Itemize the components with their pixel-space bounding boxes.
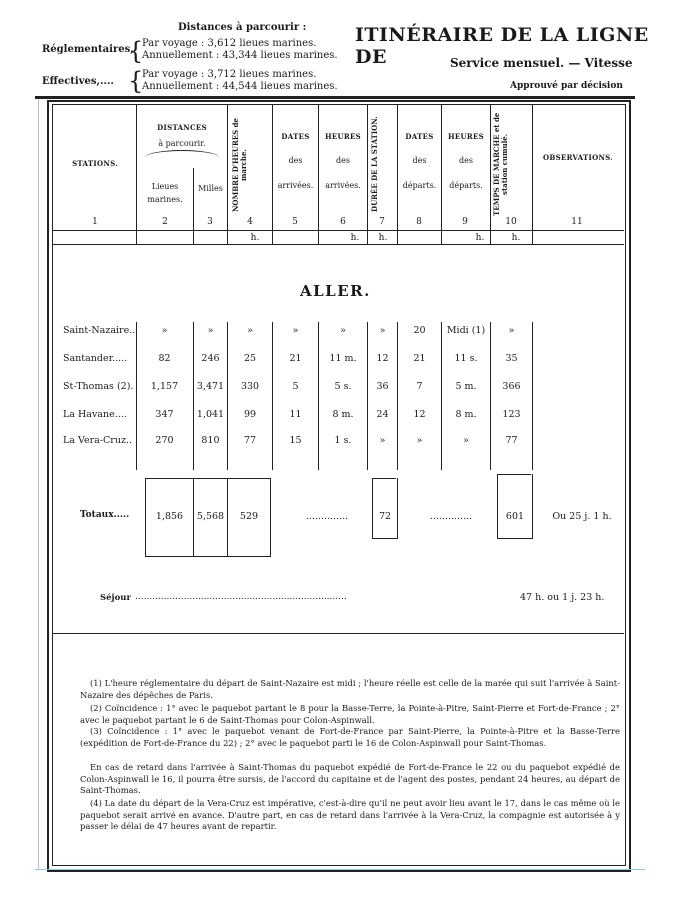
col-number-2: 2 xyxy=(162,217,168,227)
hdr-heures-dep-1: HEURES xyxy=(447,132,485,141)
hdr-heures-arr-3: arrivées. xyxy=(325,181,361,190)
hdr-dates-arr-1: DATES xyxy=(281,132,310,141)
col-number-8: 8 xyxy=(416,217,422,227)
row-duree: » xyxy=(379,325,386,336)
row-temps: 77 xyxy=(505,435,518,446)
unit-c6: h. xyxy=(350,233,360,243)
col-number-1: 1 xyxy=(92,217,98,227)
brace-1: { xyxy=(128,37,144,65)
reglementaires-label: Réglementaires, xyxy=(42,44,134,55)
footnote-1: (1) L'heure réglementaire du départ de Saint-Nazaire est midi ; l'heure réelle est celle de la marée qui suit l'arrivée à Saint-Nazaire des dépêches de Paris. xyxy=(80,678,620,700)
totals-line-a xyxy=(145,478,270,479)
col-number-11: 11 xyxy=(571,217,583,227)
body-divider-9 xyxy=(490,322,491,470)
hdr-heures-dep-3: départs. xyxy=(449,181,483,190)
row-heures: 77 xyxy=(243,435,257,446)
hdr-dates-arr-3: arrivées. xyxy=(277,181,314,190)
row-milles: 810 xyxy=(201,435,220,446)
hdr-observations: OBSERVATIONS. xyxy=(542,153,614,162)
effectives-label: Effectives,.... xyxy=(42,76,114,87)
row-lieues: 82 xyxy=(158,353,171,364)
row-heure-dep: » xyxy=(463,435,469,446)
hdr-nombre-heures: NOMBRE D'HEURES de marche. xyxy=(231,118,248,213)
unit-c4: h. xyxy=(250,233,260,243)
row-station: La Havane.... xyxy=(63,409,127,420)
body-divider-10 xyxy=(532,322,533,470)
col-number-7: 7 xyxy=(379,217,385,227)
notes-separator xyxy=(53,633,624,634)
col-number-3: 3 xyxy=(207,217,213,227)
row-milles: » xyxy=(207,325,214,336)
page-title: ITINÉRAIRE DE LA LIGNE DE xyxy=(355,24,649,68)
row-heure-dep: 5 m. xyxy=(455,381,477,392)
totals-duree-right xyxy=(397,478,398,538)
col-divider-7 xyxy=(397,105,398,245)
service-line: Service mensuel. — Vitesse xyxy=(450,56,633,70)
totals-box-bottom xyxy=(145,556,271,557)
row-heure-dep: 8 m. xyxy=(455,409,477,420)
hdr-dates-dep-3: départs. xyxy=(402,181,437,190)
col-divider-8 xyxy=(441,105,442,245)
col-number-4: 4 xyxy=(247,217,253,227)
brace-2: { xyxy=(128,67,144,95)
unit-c7: h. xyxy=(378,233,388,243)
totals-line-b xyxy=(372,478,396,479)
distances-title: Distances à parcourir : xyxy=(178,22,307,33)
totals-milles: 5,568 xyxy=(196,511,225,522)
totals-temps-right xyxy=(532,474,533,538)
footnote-4: (4) La date du départ de la Vera-Cruz est impérative, c'est-à-dire qu'il ne peut avoir lieu avant le 17, dans le cas même où le paquebot serait arrivé en avance. D'autre part, en cas de retard dans l'arrivée à la Vera-Cruz, la compagnie est autorisée à y passer le délai de 47 heures avant de repartir. xyxy=(80,798,620,832)
sejour-dots: .......................................................................... xyxy=(135,592,347,602)
row-duree: 12 xyxy=(376,353,389,364)
left-rule xyxy=(38,100,39,870)
col-divider-3 xyxy=(227,105,228,245)
totals-observations: Ou 25 j. 1 h. xyxy=(552,511,612,522)
row-heure-arr: 1 s. xyxy=(334,435,352,446)
totals-box-right xyxy=(270,478,271,556)
body-divider-4 xyxy=(272,322,273,470)
unit-c10: h. xyxy=(511,233,521,243)
hdr-temps: TEMPS DE MARCHE et de station cumulé. xyxy=(492,112,509,216)
body-divider-6 xyxy=(367,322,368,470)
col-number-5: 5 xyxy=(292,217,298,227)
row-milles: 246 xyxy=(201,353,220,364)
totals-temps: 601 xyxy=(505,511,525,522)
totals-lieues: 1,856 xyxy=(155,511,184,522)
row-lieues: 1,157 xyxy=(150,381,179,392)
col-divider-9 xyxy=(490,105,491,245)
totals-dots-2: .............. xyxy=(429,511,473,522)
hdr-milles: Milles xyxy=(198,184,223,193)
row-station: Saint-Nazaire.. xyxy=(63,325,136,336)
row-date-dep: 21 xyxy=(413,353,426,364)
hdr-heures-arr-2: des xyxy=(336,156,350,165)
row-station: St-Thomas (2). xyxy=(63,381,134,392)
row-date-arr: 15 xyxy=(289,435,302,446)
hdr-heures-arr-1: HEURES xyxy=(324,132,362,141)
hdr-a-parcourir: à parcourir. xyxy=(158,139,206,148)
row-heure-arr: » xyxy=(340,325,346,336)
row-date-dep: 12 xyxy=(413,409,426,420)
footnote-2: (2) Coïncidence : 1° avec le paquebot partant le 8 pour la Basse-Terre, la Pointe-à-Pitre, Saint-Pierre et Fort-de-France ; 2° avec le paquebot partant le 6 de Saint-Thomas pour Colon-Aspinwall. xyxy=(80,703,620,725)
col-number-9: 9 xyxy=(462,217,468,227)
hdr-dates-arr-2: des xyxy=(288,156,303,165)
effectives-voyage: Par voyage : 3,712 lieues marines. xyxy=(142,69,317,80)
row-lieues: » xyxy=(161,325,168,336)
header-bottom-line xyxy=(53,230,624,231)
col-divider-2 xyxy=(193,168,194,245)
row-duree: 24 xyxy=(376,409,389,420)
footnote-retard: En cas de retard dans l'arrivée à Saint-Thomas du paquebot expédié de Fort-de-France le 22 ou du paquebot expédié de Colon-Aspinwall le 16, il pourra être sursis, de l'accord du capitaine et de l'agent des postes, pendant 24 heures, au départ de Saint-Thomas. xyxy=(80,762,620,796)
totals-heures: 529 xyxy=(239,511,259,522)
totals-temps-bottom xyxy=(497,538,533,539)
sejour-label: Séjour xyxy=(100,593,131,603)
totals-dots-1: .............. xyxy=(305,511,349,522)
row-temps: 35 xyxy=(505,353,518,364)
row-station: Santander..... xyxy=(63,353,128,364)
row-heures: 99 xyxy=(243,409,257,420)
units-bottom-line xyxy=(53,244,624,245)
row-temps: 366 xyxy=(502,381,521,392)
sejour-value: 47 h. ou 1 j. 23 h. xyxy=(520,592,605,603)
hdr-dates-dep-2: des xyxy=(412,156,427,165)
row-heure-arr: 11 m. xyxy=(329,353,357,364)
row-heure-dep: Midi (1) xyxy=(446,325,486,336)
totals-duree-bottom xyxy=(372,538,398,539)
row-date-dep: 20 xyxy=(413,325,426,336)
row-heure-dep: 11 s. xyxy=(454,353,478,364)
totals-duree-left xyxy=(372,478,373,538)
hdr-heures-dep-2: des xyxy=(459,156,473,165)
col-divider-4 xyxy=(272,105,273,245)
totals-line-c xyxy=(497,474,531,475)
totals-duree: 72 xyxy=(378,511,392,522)
col-number-10: 10 xyxy=(505,217,517,227)
body-divider-1 xyxy=(136,322,137,470)
totals-label: Totaux..... xyxy=(80,510,130,520)
row-heure-arr: 8 m. xyxy=(332,409,354,420)
top-rule xyxy=(35,96,635,99)
reglementaires-annuel: Annuellement : 43,344 lieues marines. xyxy=(142,50,338,61)
unit-c9: h. xyxy=(475,233,485,243)
hdr-lieues: Lieues marines. xyxy=(147,182,183,204)
totals-temps-left xyxy=(497,474,498,538)
hdr-distances-brace xyxy=(145,150,219,165)
row-milles: 1,041 xyxy=(196,409,225,420)
row-date-arr: 11 xyxy=(289,409,302,420)
row-lieues: 270 xyxy=(155,435,174,446)
effectives-annuel: Annuellement : 44,544 lieues marines. xyxy=(142,81,338,92)
hdr-stations: STATIONS. xyxy=(72,159,118,168)
row-lieues: 347 xyxy=(155,409,174,420)
row-heures: 330 xyxy=(240,381,260,392)
col-divider-10 xyxy=(532,105,533,245)
row-heures: 25 xyxy=(243,353,257,364)
col-divider-5 xyxy=(318,105,319,245)
reglementaires-voyage: Par voyage : 3,612 lieues marines. xyxy=(142,38,317,49)
row-duree: » xyxy=(379,435,386,446)
section-title: ALLER. xyxy=(300,282,371,300)
body-divider-8 xyxy=(441,322,442,470)
row-temps: » xyxy=(508,325,515,336)
row-duree: 36 xyxy=(376,381,389,392)
row-date-arr: » xyxy=(292,325,299,336)
row-date-arr: 5 xyxy=(292,381,299,392)
row-date-dep: 7 xyxy=(416,381,423,392)
approuve-line: Approuvé par décision xyxy=(510,81,623,91)
row-heures: » xyxy=(247,325,253,336)
row-heure-arr: 5 s. xyxy=(334,381,352,392)
body-divider-3 xyxy=(227,322,228,470)
body-divider-2 xyxy=(193,322,194,470)
row-temps: 123 xyxy=(502,409,521,420)
col-number-6: 6 xyxy=(340,217,346,227)
bottom-blue-rule xyxy=(35,869,645,870)
row-date-arr: 21 xyxy=(289,353,302,364)
hdr-dates-dep-1: DATES xyxy=(405,132,434,141)
row-date-dep: » xyxy=(416,435,423,446)
row-station: La Vera-Cruz.. xyxy=(63,435,132,446)
footnote-3: (3) Coïncidence : 1° avec le paquebot venant de Fort-de-France par Saint-Pierre, la Pointe-à-Pitre et la Basse-Terre (expédition de Fort-de-France du 22) ; 2° avec le paquebot parti le 16 de Colon-Aspinwall pour Saint-Thomas. xyxy=(80,726,620,748)
body-divider-7 xyxy=(397,322,398,470)
hdr-distances: DISTANCES xyxy=(157,123,207,132)
hdr-duree: DURÉE DE LA STATION. xyxy=(370,116,379,212)
row-milles: 3,471 xyxy=(196,381,225,392)
body-divider-5 xyxy=(318,322,319,470)
